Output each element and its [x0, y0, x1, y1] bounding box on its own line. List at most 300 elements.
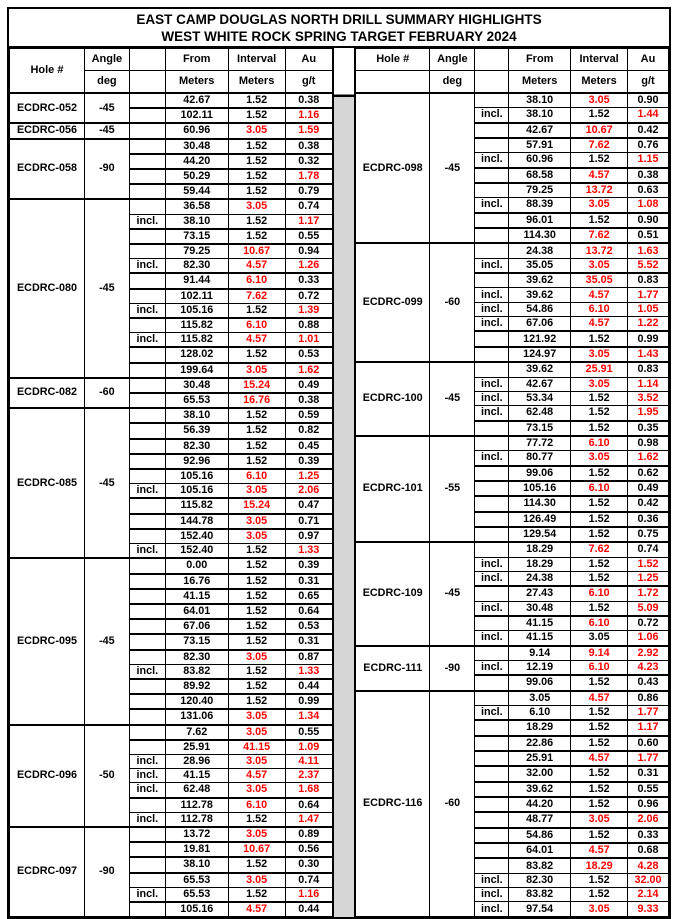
interval-row	[10, 408, 333, 423]
angle-header: Angle	[84, 49, 129, 71]
from-cell: 102.11	[165, 289, 228, 304]
interval-cell: 1.52	[571, 331, 628, 346]
interval-cell: 1.52	[228, 108, 285, 123]
au-cell: 0.42	[628, 123, 669, 138]
au-cell: 1.47	[285, 812, 333, 827]
interval-cell: 4.57	[571, 288, 628, 302]
incl-cell	[475, 766, 509, 781]
interval-cell: 3.05	[571, 198, 628, 213]
au-cell: 0.75	[628, 527, 669, 542]
au-cell: 0.74	[628, 542, 669, 557]
interval-cell: 6.10	[228, 318, 285, 333]
au-cell: 0.63	[628, 183, 669, 198]
au-cell: 0.31	[285, 634, 333, 649]
interval-cell: 3.05	[571, 377, 628, 391]
from-cell: 68.58	[509, 168, 571, 183]
au-cell: 0.59	[285, 408, 333, 423]
incl-cell	[475, 828, 509, 843]
incl-cell	[475, 858, 509, 873]
interval-cell: 10.67	[228, 244, 285, 259]
hole-cell: ECDRC-116	[355, 691, 430, 917]
au-cell: 0.42	[628, 496, 669, 511]
interval-cell: 1.52	[228, 634, 285, 649]
interval-cell: 1.52	[228, 619, 285, 634]
incl-cell: incl.	[475, 631, 509, 646]
interval-cell: 7.62	[228, 289, 285, 304]
au-cell: 0.64	[285, 604, 333, 619]
au-cell: 4.23	[628, 660, 669, 675]
from-cell: 96.01	[509, 213, 571, 228]
incl-cell: incl.	[475, 406, 509, 421]
au-cell: 2.92	[628, 646, 669, 661]
from-cell: 124.97	[509, 347, 571, 362]
incl-cell	[129, 393, 165, 408]
interval-cell: 1.52	[571, 108, 628, 123]
interval-cell: 1.52	[228, 93, 285, 108]
au-cell: 0.79	[285, 184, 333, 199]
interval-cell: 1.52	[228, 857, 285, 872]
incl-cell	[475, 183, 509, 198]
incl-cell	[129, 469, 165, 484]
from-cell: 88.39	[509, 198, 571, 213]
incl-cell	[129, 873, 165, 888]
from-cell: 18.29	[509, 720, 571, 735]
from-cell: 89.92	[165, 679, 228, 694]
from-cell: 82.30	[165, 439, 228, 454]
au-cell: 9.33	[628, 902, 669, 917]
interval-cell: 1.52	[571, 406, 628, 421]
from-cell: 128.02	[165, 347, 228, 362]
hole-cell: ECDRC-095	[10, 558, 85, 724]
from-cell: 39.62	[509, 273, 571, 288]
from-cell: 67.06	[509, 317, 571, 332]
interval-cell: 1.52	[571, 736, 628, 751]
au-cell: 1.06	[628, 631, 669, 646]
au-cell: 0.74	[285, 873, 333, 888]
from-cell: 60.96	[165, 123, 228, 138]
interval-cell: 13.72	[571, 243, 628, 258]
interval-cell: 1.52	[571, 828, 628, 843]
interval-cell: 1.52	[228, 303, 285, 318]
from-cell: 79.25	[165, 244, 228, 259]
interval-cell: 1.52	[228, 214, 285, 229]
hole-cell: ECDRC-101	[355, 436, 430, 542]
from-cell: 41.15	[509, 631, 571, 646]
incl-cell	[129, 154, 165, 169]
from-cell: 112.78	[165, 798, 228, 813]
incl-cell	[475, 720, 509, 735]
incl-cell	[475, 273, 509, 288]
interval-cell: 4.57	[228, 333, 285, 348]
interval-cell: 7.62	[571, 228, 628, 243]
interval-row	[355, 243, 669, 258]
interval-cell: 1.52	[228, 229, 285, 244]
from-cell: 120.40	[165, 694, 228, 709]
interval-cell: 4.57	[228, 902, 285, 917]
from-cell: 12.19	[509, 660, 571, 675]
from-cell: 41.15	[509, 616, 571, 631]
from-cell: 38.10	[165, 408, 228, 423]
au-cell: 0.36	[628, 512, 669, 527]
from-cell: 92.96	[165, 454, 228, 469]
interval-cell: 1.52	[571, 873, 628, 887]
incl-cell: incl.	[129, 259, 165, 274]
from-cell: 112.78	[165, 812, 228, 827]
from-cell: 25.91	[165, 740, 228, 755]
interval-cell: 16.76	[228, 393, 285, 408]
angle-cell: -45	[430, 93, 475, 243]
interval-cell: 7.62	[571, 542, 628, 557]
interval-cell: 3.05	[571, 902, 628, 917]
incl-cell	[129, 857, 165, 872]
au-cell: 5.09	[628, 601, 669, 616]
from-cell: 59.44	[165, 184, 228, 199]
au-cell: 1.63	[628, 243, 669, 258]
interval-cell: 1.52	[228, 694, 285, 709]
interval-header: Interval	[571, 49, 628, 71]
au-cell: 0.38	[285, 139, 333, 154]
au-cell: 0.64	[285, 798, 333, 813]
incl-cell: incl.	[475, 153, 509, 168]
au-cell: 1.25	[628, 571, 669, 586]
from-cell: 19.81	[165, 842, 228, 857]
incl-cell: incl.	[129, 214, 165, 229]
au-cell: 0.94	[285, 244, 333, 259]
from-cell: 24.38	[509, 243, 571, 258]
from-cell: 65.53	[165, 393, 228, 408]
interval-cell: 1.52	[571, 557, 628, 571]
angle-cell: -50	[84, 725, 129, 827]
from-cell: 82.30	[509, 873, 571, 887]
from-cell: 38.10	[509, 93, 571, 108]
from-cell: 129.54	[509, 527, 571, 542]
incl-cell	[129, 363, 165, 378]
au-cell: 1.22	[628, 317, 669, 332]
hole-header: Hole #	[10, 49, 85, 94]
au-cell: 1.33	[285, 664, 333, 679]
incl-cell	[475, 228, 509, 243]
interval-cell: 3.05	[228, 754, 285, 768]
interval-cell: 1.52	[228, 812, 285, 827]
au-cell: 0.96	[628, 797, 669, 812]
au-cell: 0.33	[628, 828, 669, 843]
au-cell: 32.00	[628, 873, 669, 887]
from-cell: 36.58	[165, 199, 228, 214]
from-cell: 41.15	[165, 589, 228, 604]
from-header: From	[509, 49, 571, 71]
au-cell: 1.68	[285, 783, 333, 798]
hole-subheader	[355, 71, 430, 94]
incl-cell: incl.	[129, 812, 165, 827]
table-separator-strip	[334, 48, 354, 917]
incl-cell: incl.	[475, 317, 509, 332]
interval-cell: 3.05	[228, 725, 285, 740]
angle-cell: -45	[84, 408, 129, 558]
au-cell: 1.52	[628, 557, 669, 571]
incl-header	[129, 49, 165, 71]
from-cell: 60.96	[509, 153, 571, 168]
angle-cell: -90	[430, 646, 475, 691]
incl-cell	[129, 423, 165, 438]
au-cell: 1.33	[285, 544, 333, 559]
from-cell: 152.40	[165, 529, 228, 544]
interval-cell: 1.52	[571, 496, 628, 511]
au-cell: 0.49	[285, 378, 333, 393]
au-cell: 0.47	[285, 498, 333, 513]
from-cell: 38.10	[509, 108, 571, 123]
from-cell: 44.20	[165, 154, 228, 169]
interval-row	[355, 691, 669, 706]
hole-cell: ECDRC-052	[10, 93, 85, 123]
incl-cell: incl.	[475, 706, 509, 721]
from-cell: 3.05	[509, 691, 571, 706]
from-cell: 199.64	[165, 363, 228, 378]
interval-cell: 6.10	[571, 616, 628, 631]
incl-cell	[129, 529, 165, 544]
from-cell: 114.30	[509, 228, 571, 243]
au-cell: 0.44	[285, 902, 333, 917]
au-cell: 1.16	[285, 887, 333, 902]
interval-cell: 3.05	[228, 123, 285, 138]
au-cell: 0.86	[628, 691, 669, 706]
au-cell: 0.39	[285, 558, 333, 573]
from-cell: 7.62	[165, 725, 228, 740]
incl-cell	[129, 498, 165, 513]
incl-cell	[129, 454, 165, 469]
interval-cell: 1.52	[571, 675, 628, 690]
au-cell: 0.60	[628, 736, 669, 751]
interval-cell: 1.52	[228, 544, 285, 559]
from-cell: 79.25	[509, 183, 571, 198]
incl-subheader	[475, 71, 509, 94]
interval-cell: 1.52	[571, 421, 628, 436]
from-cell: 48.77	[509, 812, 571, 827]
incl-cell	[129, 318, 165, 333]
incl-cell	[129, 108, 165, 123]
interval-cell: 1.52	[228, 574, 285, 589]
au-cell: 1.34	[285, 709, 333, 724]
interval-cell: 1.52	[228, 439, 285, 454]
interval-cell: 6.10	[571, 436, 628, 451]
interval-row	[355, 362, 669, 377]
angle-header: Angle	[430, 49, 475, 71]
hole-cell: ECDRC-096	[10, 725, 85, 827]
interval-row	[10, 123, 333, 138]
interval-cell: 1.52	[228, 139, 285, 154]
from-cell: 152.40	[165, 544, 228, 559]
from-cell: 83.82	[165, 664, 228, 679]
hole-cell: ECDRC-097	[10, 827, 85, 917]
incl-cell: incl.	[475, 288, 509, 302]
au-cell: 0.44	[285, 679, 333, 694]
interval-header: Interval	[228, 49, 285, 71]
au-cell: 1.95	[628, 406, 669, 421]
incl-cell: incl.	[129, 333, 165, 348]
au-cell: 0.62	[628, 466, 669, 481]
au-cell: 2.06	[285, 484, 333, 499]
interval-cell: 9.14	[571, 646, 628, 661]
interval-cell: 35.05	[571, 273, 628, 288]
au-cell: 0.71	[285, 514, 333, 529]
incl-cell	[129, 709, 165, 724]
incl-cell	[129, 289, 165, 304]
interval-cell: 1.52	[571, 797, 628, 812]
from-cell: 97.54	[509, 902, 571, 917]
au-cell: 1.08	[628, 198, 669, 213]
au-cell: 0.83	[628, 362, 669, 377]
incl-cell	[475, 421, 509, 436]
interval-cell: 4.57	[571, 751, 628, 766]
incl-cell	[129, 679, 165, 694]
from-cell: 32.00	[509, 766, 571, 781]
incl-cell: incl.	[129, 544, 165, 559]
hole-cell: ECDRC-098	[355, 93, 430, 243]
from-cell: 24.38	[509, 571, 571, 586]
au-cell: 0.97	[285, 529, 333, 544]
incl-cell	[475, 691, 509, 706]
from-cell: 22.86	[509, 736, 571, 751]
from-cell: 30.48	[165, 378, 228, 393]
hole-cell: ECDRC-111	[355, 646, 430, 691]
au-cell: 0.65	[285, 589, 333, 604]
incl-cell: incl.	[475, 302, 509, 316]
interval-cell: 1.52	[571, 391, 628, 405]
interval-cell: 10.67	[228, 842, 285, 857]
au-cell: 1.05	[628, 302, 669, 316]
incl-cell: incl.	[475, 873, 509, 887]
interval-cell: 3.05	[228, 199, 285, 214]
au-cell: 1.59	[285, 123, 333, 138]
incl-cell	[129, 199, 165, 214]
from-cell: 39.62	[509, 362, 571, 377]
au-cell: 0.87	[285, 650, 333, 665]
au-cell: 0.98	[628, 436, 669, 451]
from-cell: 44.20	[509, 797, 571, 812]
from-cell: 105.16	[165, 484, 228, 499]
au-cell: 0.31	[285, 574, 333, 589]
au-cell: 0.55	[285, 725, 333, 740]
incl-header	[475, 49, 509, 71]
au-cell: 0.38	[285, 93, 333, 108]
incl-cell	[475, 675, 509, 690]
interval-cell: 1.52	[228, 679, 285, 694]
au-cell: 2.37	[285, 769, 333, 783]
angle-cell: -60	[84, 378, 129, 408]
angle-cell: -90	[84, 139, 129, 200]
incl-cell	[475, 168, 509, 183]
au-cell: 0.72	[628, 616, 669, 631]
incl-cell	[129, 798, 165, 813]
incl-cell	[475, 496, 509, 511]
interval-cell: 3.05	[571, 258, 628, 273]
interval-cell: 13.72	[571, 183, 628, 198]
left-drill-table	[9, 48, 334, 917]
interval-units-header: Meters	[228, 71, 285, 94]
angle-cell: -60	[430, 691, 475, 917]
incl-cell: incl.	[475, 258, 509, 273]
au-cell: 1.62	[628, 451, 669, 466]
au-cell: 0.35	[628, 421, 669, 436]
interval-row	[10, 827, 333, 842]
from-cell: 114.30	[509, 496, 571, 511]
incl-cell	[129, 139, 165, 154]
au-cell: 0.56	[285, 842, 333, 857]
angle-cell: -45	[84, 199, 129, 377]
interval-row	[355, 542, 669, 557]
from-cell: 131.06	[165, 709, 228, 724]
incl-cell	[129, 184, 165, 199]
interval-cell: 6.10	[571, 302, 628, 316]
au-cell: 1.39	[285, 303, 333, 318]
interval-cell: 3.05	[228, 650, 285, 665]
hole-cell: ECDRC-058	[10, 139, 85, 200]
incl-cell	[129, 740, 165, 755]
au-cell: 1.77	[628, 706, 669, 721]
from-cell: 25.91	[509, 751, 571, 766]
au-cell: 0.38	[285, 393, 333, 408]
interval-cell: 18.29	[571, 858, 628, 873]
incl-cell	[475, 436, 509, 451]
incl-cell: incl.	[475, 377, 509, 391]
interval-cell: 3.05	[571, 93, 628, 108]
interval-cell: 1.52	[228, 887, 285, 902]
incl-cell: incl.	[475, 557, 509, 571]
from-cell: 42.67	[509, 377, 571, 391]
interval-cell: 1.52	[228, 454, 285, 469]
incl-cell: incl.	[129, 887, 165, 902]
from-cell: 82.30	[165, 650, 228, 665]
au-cell: 1.17	[285, 214, 333, 229]
au-cell: 0.82	[285, 423, 333, 438]
au-cell: 2.06	[628, 812, 669, 827]
incl-cell	[475, 542, 509, 557]
incl-cell	[475, 843, 509, 858]
incl-cell	[129, 589, 165, 604]
incl-cell: incl.	[129, 783, 165, 798]
incl-cell: incl.	[475, 601, 509, 616]
interval-cell: 4.57	[571, 317, 628, 332]
interval-cell: 1.52	[228, 423, 285, 438]
interval-cell: 1.52	[228, 184, 285, 199]
incl-cell	[475, 512, 509, 527]
from-cell: 65.53	[165, 873, 228, 888]
incl-cell: incl.	[475, 660, 509, 675]
au-cell: 0.55	[628, 782, 669, 797]
angle-cell: -60	[430, 243, 475, 362]
from-cell: 105.16	[165, 303, 228, 318]
interval-cell: 1.52	[571, 527, 628, 542]
incl-cell	[475, 527, 509, 542]
au-cell: 0.99	[628, 331, 669, 346]
from-cell: 38.10	[165, 214, 228, 229]
hole-header: Hole #	[355, 49, 430, 71]
interval-row	[10, 558, 333, 573]
from-cell: 39.62	[509, 288, 571, 302]
from-cell: 42.67	[509, 123, 571, 138]
au-cell: 1.43	[628, 347, 669, 362]
incl-cell	[129, 123, 165, 138]
au-cell: 0.51	[628, 228, 669, 243]
from-cell: 82.30	[165, 259, 228, 274]
interval-row	[10, 725, 333, 740]
interval-cell: 6.10	[571, 660, 628, 675]
au-cell: 2.14	[628, 888, 669, 902]
incl-cell	[129, 229, 165, 244]
incl-cell	[475, 93, 509, 108]
au-cell: 0.38	[628, 168, 669, 183]
au-cell: 1.15	[628, 153, 669, 168]
interval-cell: 7.62	[571, 138, 628, 153]
